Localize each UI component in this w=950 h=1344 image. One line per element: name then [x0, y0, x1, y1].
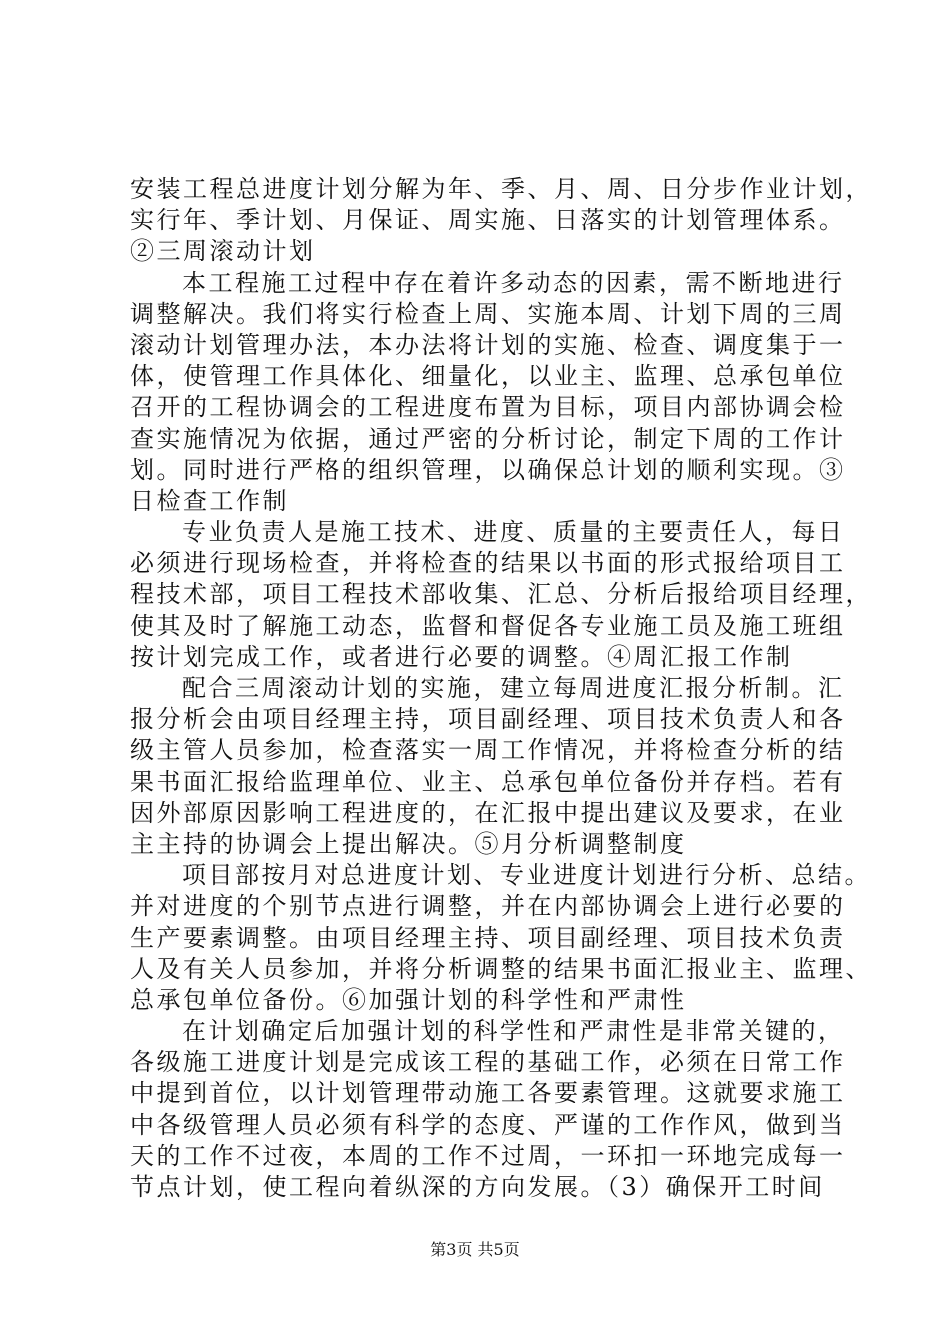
text-line: 中提到首位，以计划管理带动施工各要素管理。这就要求施工	[130, 1079, 846, 1108]
text-line: 按计划完成工作，或者进行必要的调整。④周汇报工作制	[130, 642, 793, 671]
text-line: 果书面汇报给监理单位、业主、总承包单位备份并存档。若有	[130, 767, 846, 796]
paragraph-start: 专业负责人是施工技术、进度、质量的主要责任人，每日	[182, 518, 845, 547]
text-line: 主主持的协调会上提出解决。⑤月分析调整制度	[130, 829, 687, 858]
document-body	[130, 174, 872, 1203]
text-line: 中各级管理人员必须有科学的态度、严谨的工作作风，做到当	[130, 1110, 846, 1139]
page-number-label: 第3页 共5页	[430, 1240, 520, 1259]
paragraph-start: 项目部按月对总进度计划、专业进度计划进行分析、总结。	[182, 861, 871, 890]
text-line: 节点计划，使工程向着纵深的方向发展。（3）确保开工时间	[130, 1173, 825, 1201]
text-line: 级主管人员参加，检查落实一周工作情况，并将检查分析的结	[130, 736, 846, 765]
text-line: 查实施情况为依据，通过严密的分析讨论，制定下周的工作计	[130, 424, 846, 453]
text-line: 人及有关人员参加，并将分析调整的结果书面汇报业主、监理、	[130, 954, 872, 983]
text-line: 必须进行现场检查，并将检查的结果以书面的形式报给项目工	[130, 549, 846, 578]
text-line: 安装工程总进度计划分解为年、季、月、周、日分步作业计划，	[130, 175, 872, 203]
page-footer	[0, 1240, 950, 1260]
section-heading: ②三周滚动计划	[130, 237, 316, 266]
text-line: 滚动计划管理办法，本办法将计划的实施、检查、调度集于一	[130, 330, 846, 359]
text-line: 使其及时了解施工动态，监督和督促各专业施工员及施工班组	[130, 611, 846, 640]
text-line: 调整解决。我们将实行检查上周、实施本周、计划下周的三周	[130, 299, 846, 328]
text-line: 因外部原因影响工程进度的，在汇报中提出建议及要求，在业	[130, 798, 846, 827]
text-line: 实行年、季计划、月保证、周实施、日落实的计划管理体系。	[130, 206, 846, 235]
paragraph-start: 配合三周滚动计划的实施，建立每周进度汇报分析制。汇	[182, 674, 845, 702]
text-line: 报分析会由项目经理主持，项目副经理、项目技术负责人和各	[130, 705, 846, 734]
text-line: 总承包单位备份。⑥加强计划的科学性和严肃性	[130, 985, 687, 1014]
text-line: 天的工作不过夜，本周的工作不过周，一环扣一环地完成每一	[130, 1141, 846, 1170]
text-line: 各级施工进度计划是完成该工程的基础工作，必须在日常工作	[130, 1048, 846, 1077]
text-line: 体，使管理工作具体化、细量化，以业主、监理、总承包单位	[130, 362, 846, 391]
text-line: 生产要素调整。由项目经理主持、项目副经理、项目技术负责	[130, 923, 846, 952]
text-line: 召开的工程协调会的工程进度布置为目标，项目内部协调会检	[130, 393, 846, 422]
text-line: 划。同时进行严格的组织管理，以确保总计划的顺利实现。③	[130, 455, 846, 484]
text-line: 程技术部，项目工程技术部收集、汇总、分析后报给项目经理，	[130, 580, 872, 609]
paragraph-start: 在计划确定后加强计划的科学性和严肃性是非常关键的，	[182, 1017, 845, 1046]
section-heading: 日检查工作制	[130, 486, 289, 515]
text-line: 并对进度的个别节点进行调整，并在内部协调会上进行必要的	[130, 892, 846, 921]
paragraph-start: 本工程施工过程中存在着许多动态的因素，需不断地进行	[182, 268, 845, 297]
